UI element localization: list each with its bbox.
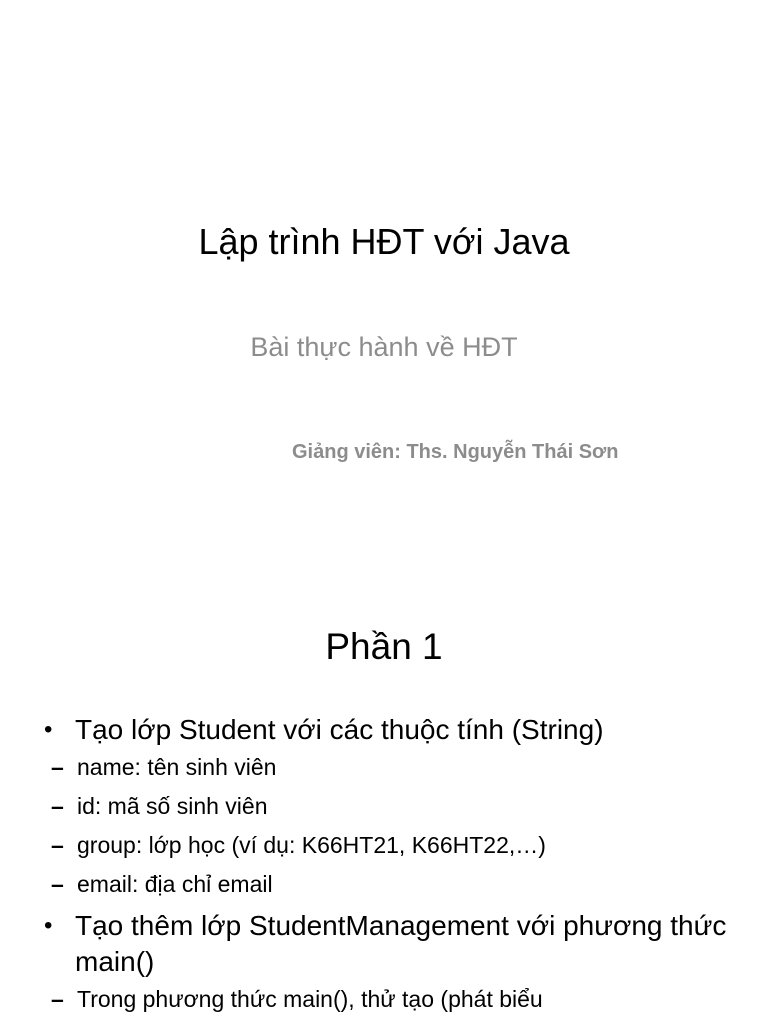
bullet-marker: • (44, 716, 53, 743)
sub-bullet-text: email: địa chỉ email (77, 871, 273, 897)
bullet-text: Tạo thêm lớp StudentManagement với phương thức main() (75, 910, 727, 977)
bullet-list (42, 712, 742, 1023)
sub-bullet-item (51, 869, 742, 899)
lecturer-credit: Giảng viên: Ths. Nguyễn Thái Sơn (292, 441, 619, 463)
bullet-marker: • (44, 912, 53, 939)
sub-bullet-item (51, 752, 742, 782)
sub-bullet-text: name: tên sinh viên (77, 754, 277, 780)
sub-bullet-list (51, 752, 742, 899)
section-heading: Phần 1 (325, 626, 443, 667)
dash-marker: – (51, 754, 64, 780)
sub-bullet-item (51, 791, 742, 821)
sub-bullet-text: group: lớp học (ví dụ: K66HT21, K66HT22,…) (77, 832, 546, 858)
sub-bullet-list (51, 984, 742, 1014)
dash-marker: – (51, 793, 64, 819)
slide-subtitle: Bài thực hành về HĐT (250, 332, 518, 362)
sub-bullet-text: id: mã số sinh viên (77, 793, 268, 819)
dash-marker: – (51, 832, 64, 858)
bullet-item (42, 908, 742, 1014)
sub-bullet-text: Trong phương thức main(), thử tạo (phát biểu (77, 986, 543, 1012)
sub-bullet-item (51, 984, 742, 1014)
sub-bullet-item (51, 830, 742, 860)
bullet-item (42, 712, 742, 899)
bullet-text: Tạo lớp Student với các thuộc tính (String) (75, 714, 604, 745)
content-slide (0, 576, 768, 1024)
slide-title: Lập trình HĐT với Java (198, 221, 570, 262)
dash-marker: – (51, 871, 64, 897)
dash-marker: – (51, 986, 64, 1012)
